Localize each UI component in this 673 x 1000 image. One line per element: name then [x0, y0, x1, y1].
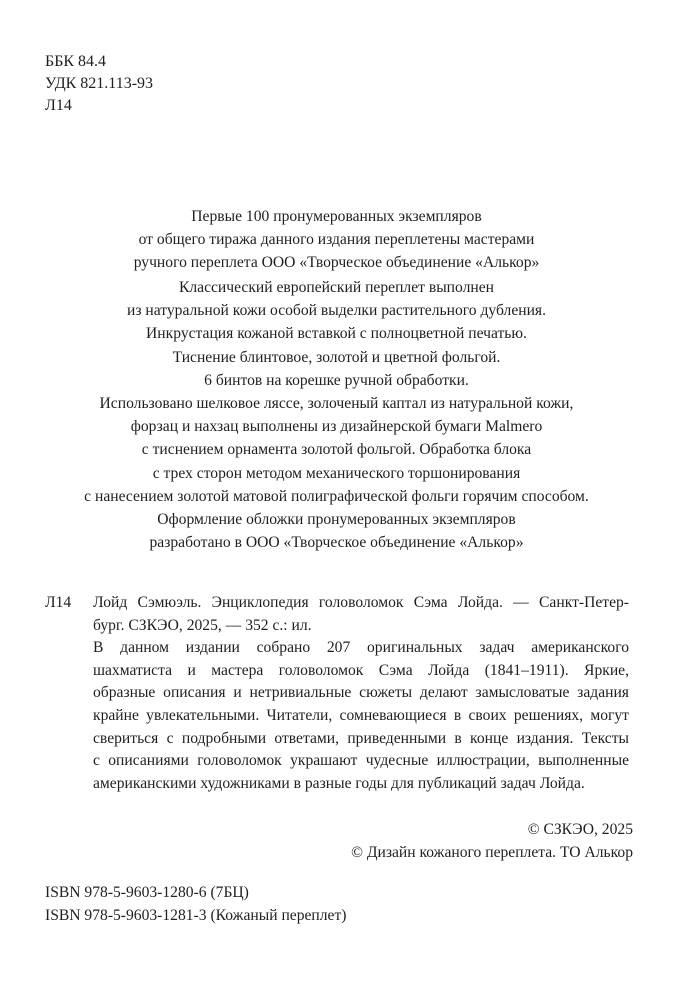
author-mark: Л14 — [45, 97, 72, 114]
catalog-entry — [45, 592, 629, 795]
binding-line: Оформление обложки пронумерованных экземпляров — [157, 511, 516, 529]
copyright-notices — [351, 818, 633, 864]
catalog-annotation — [93, 637, 629, 795]
edition-note-line: ручного переплета ООО «Творческое объединение «Алькор» — [133, 254, 540, 272]
annotation-line: шахматиста и мастера головоломок Сэма Лойда (1841–1911). Яркие, — [93, 661, 629, 679]
catalog-heading-line: бург. СЗКЭО, 2025, — 352 с.: ил. — [93, 616, 312, 634]
binding-line: с тиснением орнамента золотой фольгой. Обработка блока — [141, 441, 532, 459]
catalog-body — [93, 592, 629, 795]
binding-line: Классический европейский переплет выполнен — [178, 279, 495, 296]
binding-description — [60, 276, 613, 554]
edition-note-line: от общего тиража данного издания переплетены мастерами — [138, 231, 535, 249]
binding-line: 6 бинтов на корешке ручной обработки. — [204, 371, 469, 389]
bbk-code: ББК 84.4 — [45, 53, 107, 70]
isbn-line: ISBN 978-5-9603-1281-3 (Кожаный переплет) — [45, 907, 347, 924]
copyright-line: © СЗКЭО, 2025 — [527, 821, 633, 838]
binding-line: Тиснение блинтовое, золотой и цветной фольгой. — [172, 348, 501, 366]
binding-line: форзац и нахзац выполнены из дизайнерской бумаги Malmero — [130, 418, 543, 436]
catalog-code: Л14 — [45, 594, 72, 611]
binding-line: Инкрустация кожаной вставкой с полноцветной печатью. — [146, 325, 527, 343]
binding-line: разработано в ООО «Творческое объединение «Алькор» — [149, 534, 524, 552]
annotation-line: образные описания и нетривиальные сюжеты делают замысловатые задания — [93, 684, 629, 702]
binding-line: с трех сторон методом механического торшонирования — [152, 464, 521, 482]
udk-code: УДК 821.113-93 — [45, 75, 154, 92]
isbn-list — [45, 881, 346, 927]
binding-line: из натуральной кожи особой выделки растительного дубления. — [127, 302, 546, 320]
annotation-line: крайне увлекательными. Читатели, сомневающиеся в своих решениях, могут — [93, 706, 629, 724]
annotation-line: свериться с подробными ответами, приведенными в конце издания. Тексты — [93, 729, 629, 747]
classification-codes — [45, 51, 153, 117]
annotation-line: с описаниями головоломок украшают чудесные иллюстрации, выполненные — [93, 752, 629, 770]
annotation-line: американскими художниками в разные годы для публикаций задач Лойда. — [93, 774, 585, 792]
binding-line: с нанесением золотой матовой полиграфической фольги горячим способом. — [84, 487, 589, 505]
binding-line: Использовано шелковое ляссе, золоченый каптал из натуральной кожи, — [99, 395, 574, 413]
edition-note-line: Первые 100 пронумерованных экземпляров — [191, 208, 482, 225]
catalog-heading-line: Лойд Сэмюэль. Энциклопедия головоломок Сэма Лойда. — Санкт-Петер- — [93, 594, 629, 611]
isbn-line: ISBN 978-5-9603-1280-6 (7БЦ) — [45, 884, 249, 901]
annotation-line: В данном издании собрано 207 оригинальных задач американского — [93, 639, 629, 657]
copyright-line: © Дизайн кожаного переплета. ТО Алькор — [351, 844, 633, 861]
edition-note — [60, 205, 613, 275]
